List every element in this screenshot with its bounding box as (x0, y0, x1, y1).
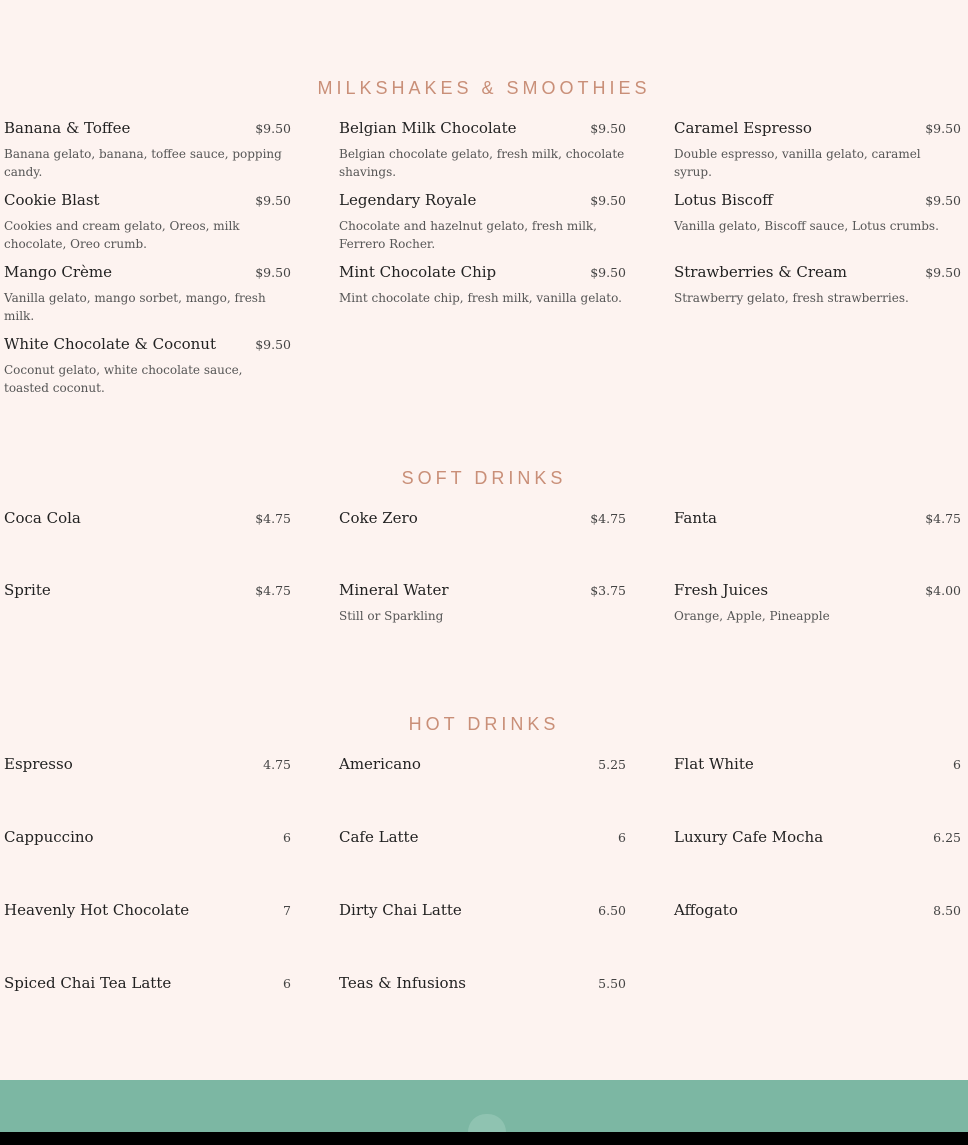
menu-item (674, 581, 961, 653)
item-price: $9.50 (590, 265, 626, 280)
item-price: $4.75 (590, 511, 626, 526)
item-name: Fresh Juices (674, 581, 769, 599)
menu-item (4, 828, 291, 901)
item-description: Coconut gelato, white chocolate sauce, toasted coconut. (4, 363, 243, 395)
section-title-soft-drinks: SOFT DRINKS (401, 468, 567, 488)
item-name: Americano (339, 755, 421, 773)
menu-item (674, 191, 961, 263)
item-price: $9.50 (255, 265, 291, 280)
item-name: Coca Cola (4, 509, 81, 527)
menu-item (4, 974, 291, 1047)
menu-item (674, 828, 961, 901)
item-price: 4.75 (263, 757, 291, 772)
item-price: 5.50 (598, 976, 626, 991)
item-price: $4.75 (255, 583, 291, 598)
item-price: 6 (618, 830, 626, 845)
item-price: $4.75 (255, 511, 291, 526)
item-price: 6 (283, 976, 291, 991)
item-name: Mineral Water (339, 581, 449, 599)
item-description: Vanilla gelato, mango sorbet, mango, fresh milk. (4, 291, 266, 323)
item-price: 6 (953, 757, 961, 772)
item-name: Spiced Chai Tea Latte (4, 974, 172, 992)
item-name: Teas & Infusions (339, 974, 466, 992)
item-name: Fanta (674, 509, 717, 527)
item-name: Flat White (674, 755, 754, 773)
item-name: Luxury Cafe Mocha (674, 828, 824, 846)
item-name: Caramel Espresso (674, 119, 812, 137)
menu-item (4, 335, 291, 407)
item-name: Cappuccino (4, 828, 94, 846)
menu-item (339, 974, 626, 1047)
item-price: $9.50 (925, 265, 961, 280)
hot-drinks-section (0, 714, 968, 1047)
menu-item (339, 263, 626, 335)
item-description: Cookies and cream gelato, Oreos, milk chocolate, Oreo crumb. (4, 219, 240, 251)
menu-item (4, 901, 291, 974)
menu-item (339, 509, 626, 581)
item-name: Dirty Chai Latte (339, 901, 462, 919)
menu-item (4, 119, 291, 191)
item-name: Mango Crème (4, 263, 112, 281)
menu-item (4, 581, 291, 653)
item-price: $9.50 (925, 121, 961, 136)
item-price: $9.50 (255, 337, 291, 352)
item-price: 6 (283, 830, 291, 845)
menu-item (674, 755, 961, 828)
milkshakes-section (0, 78, 968, 407)
item-price: $4.00 (925, 583, 961, 598)
item-name: Cafe Latte (339, 828, 419, 846)
hot-drinks-grid (0, 755, 968, 1047)
item-description: Belgian chocolate gelato, fresh milk, chocolate shavings. (339, 147, 625, 179)
item-price: $9.50 (255, 193, 291, 208)
item-price: $4.75 (925, 511, 961, 526)
section-title-milkshakes: MILKSHAKES & SMOOTHIES (317, 78, 651, 98)
menu-item (674, 901, 961, 974)
footer-bar (0, 1132, 968, 1145)
item-description: Banana gelato, banana, toffee sauce, popping candy. (4, 147, 282, 179)
menu-item (674, 263, 961, 335)
item-name: Mint Chocolate Chip (339, 263, 497, 281)
menu-item (339, 901, 626, 974)
menu-item (339, 755, 626, 828)
item-name: Affogato (674, 901, 738, 919)
menu-item (339, 581, 626, 653)
item-description: Still or Sparkling (339, 609, 444, 623)
milkshakes-grid (0, 119, 968, 407)
item-price: $3.75 (590, 583, 626, 598)
menu-item (339, 119, 626, 191)
item-price: $9.50 (925, 193, 961, 208)
item-price: $9.50 (255, 121, 291, 136)
menu-item (339, 828, 626, 901)
item-price: 5.25 (598, 757, 626, 772)
item-description: Orange, Apple, Pineapple (674, 609, 830, 623)
menu-item (674, 509, 961, 581)
menu-item (4, 191, 291, 263)
item-description: Mint chocolate chip, fresh milk, vanilla gelato. (339, 291, 622, 305)
item-price: $9.50 (590, 121, 626, 136)
item-name: Strawberries & Cream (674, 263, 848, 281)
menu-item (4, 509, 291, 581)
item-name: Legendary Royale (339, 191, 477, 209)
section-title-hot-drinks: HOT DRINKS (408, 714, 560, 734)
item-name: Sprite (4, 581, 51, 599)
item-name: Espresso (4, 755, 73, 773)
item-price: $9.50 (590, 193, 626, 208)
menu-item (4, 755, 291, 828)
item-name: Cookie Blast (4, 191, 100, 209)
item-name: Lotus Biscoff (674, 191, 773, 209)
item-description: Chocolate and hazelnut gelato, fresh milk, Ferrero Rocher. (339, 219, 597, 251)
logo-icon (468, 1114, 506, 1132)
item-price: 6.50 (598, 903, 626, 918)
footer-band (0, 1080, 968, 1132)
menu-item (4, 263, 291, 335)
soft-drinks-section (0, 468, 968, 653)
item-price: 8.50 (933, 903, 961, 918)
item-name: Banana & Toffee (4, 119, 131, 137)
item-name: White Chocolate & Coconut (4, 335, 216, 353)
item-name: Heavenly Hot Chocolate (4, 901, 190, 919)
menu-item (339, 191, 626, 263)
item-description: Double espresso, vanilla gelato, caramel syrup. (674, 147, 921, 179)
item-description: Vanilla gelato, Biscoff sauce, Lotus crumbs. (674, 219, 939, 233)
item-name: Coke Zero (339, 509, 418, 527)
item-name: Belgian Milk Chocolate (339, 119, 517, 137)
menu-item (674, 119, 961, 191)
item-price: 6.25 (933, 830, 961, 845)
item-price: 7 (283, 903, 291, 918)
item-description: Strawberry gelato, fresh strawberries. (674, 291, 909, 305)
soft-drinks-grid (0, 509, 968, 653)
